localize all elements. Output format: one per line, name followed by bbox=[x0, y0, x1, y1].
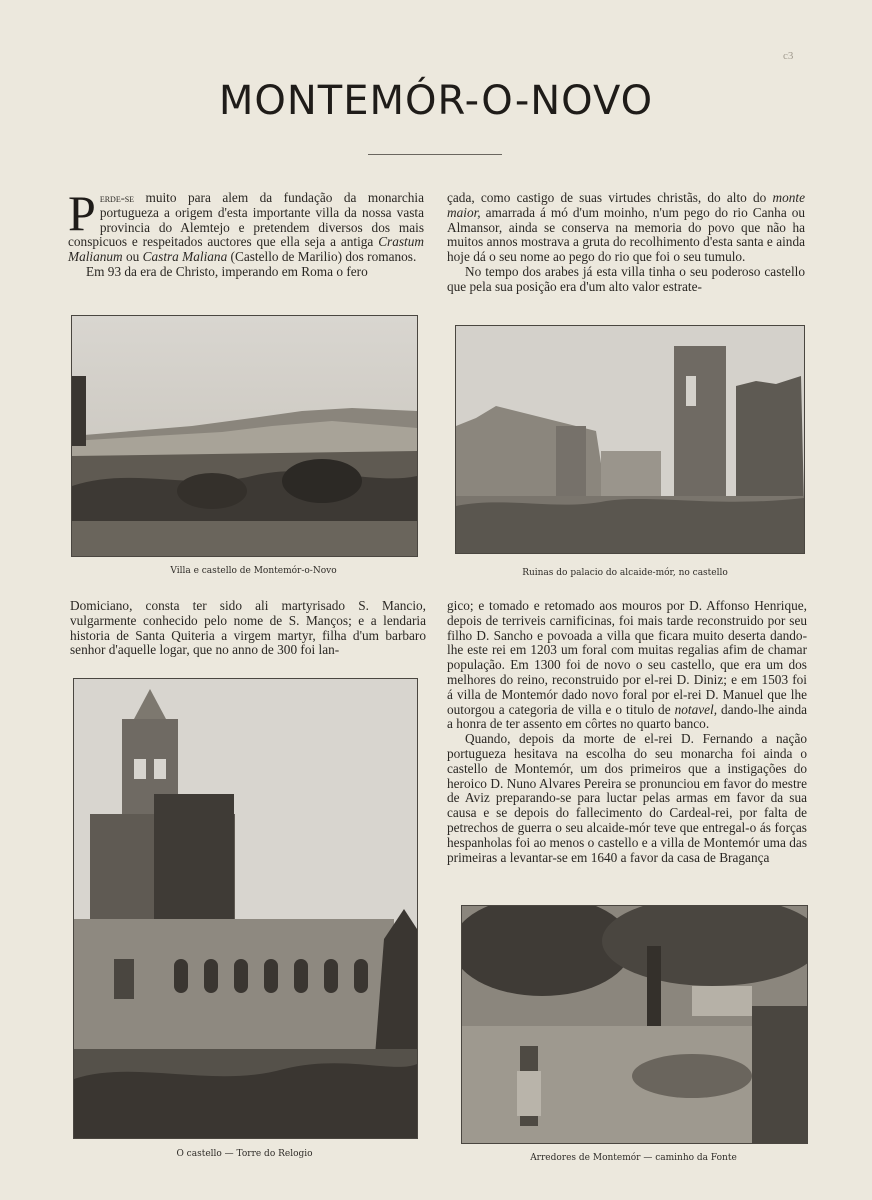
photo-torre-relogio bbox=[73, 678, 418, 1139]
title-rule bbox=[368, 154, 502, 155]
article-title: MONTEMÓR-O-NOVO bbox=[218, 78, 654, 124]
italic-text: Castra Maliana bbox=[142, 249, 228, 265]
paragraph bbox=[447, 599, 807, 732]
paragraph: Domiciano, consta ter sido ali martyrisado S. Mancio, vulgarmente conhecido pelo nome de S. Manços; e a lendaria historia de Santa Quiteria a virgem martyr, filha d'um barbaro senhor d'aquelle logar, que no anno de 300 foi lan- bbox=[70, 598, 426, 658]
photo-caption-2: Ruinas do palacio do alcaide-mór, no castello bbox=[522, 568, 728, 578]
paragraph: Quando, depois da morte de el-rei D. Fernando a nação portugueza hesitava na escolha do seu monarcha foi ainda o castello de Montemór, um dos primeiros que a instigações do heroico D. Nuno Alvares Pereira se pronunciou em favor do mestre de Aviz preparando-se para luctar pelas armas em favor da sua causa e se depois do fallecimento do Cardeal-rei, por falta de petrechos de guerra o seu alcaide-mór teve que entregal-o ás forças hespanholas foi ao menos o castello e a villa de Montemór uma das primeiras a levantar-se em 1640 a favor da casa de Bragança bbox=[447, 731, 807, 865]
column-2-top bbox=[447, 191, 805, 295]
photo-ruinas-palacio bbox=[455, 325, 805, 554]
italic-text: notavel, bbox=[674, 701, 718, 717]
small-caps-text: erde-se bbox=[99, 191, 135, 205]
paragraph: Em 93 da era de Christo, imperando em Roma o fero bbox=[86, 263, 368, 279]
text: muito para alem da fundação da monarchia portugueza a origem d'esta importante villa da nossa vasta provincia do Alemtejo e pretendem diversos dos mais conspicuos e respeitados auctores que ella seja a antiga bbox=[68, 190, 424, 250]
paragraph: No tempo dos arabes já esta villa tinha o seu poderoso castello que pela sua posição era d'um alto valor estrate- bbox=[447, 263, 805, 294]
italic-text: Crastum Malianum bbox=[68, 234, 424, 265]
paragraph bbox=[68, 185, 424, 265]
column-1-top bbox=[68, 185, 424, 280]
text: gico; e tomado e retomado aos mouros por D. Affonso Henrique, depois de terriveis carnificinas, foi mais tarde reconstruido por seu filho D. Sancho e povoada a villa que ficara muito deserta dando-lhe este rei em 1203 um foral com muitas regalias afim de chamar população. Em 1300 foi de novo o seu castello, que era um dos melhores do reino, reconstruido por el-rei D. Diniz; e em 1503 foi á villa de Montemór dado novo foral por el-rei D. Manuel que lhe outorgou a categoria de villa e o titulo de bbox=[447, 598, 807, 717]
column-1-mid bbox=[70, 599, 426, 658]
column-2-mid bbox=[447, 599, 807, 865]
text: dando-lhe ainda a honra de ter assento em côrtes no quarto banco. bbox=[447, 701, 807, 732]
text: çada, como castigo de suas virtudes christãs, do alto do bbox=[447, 190, 773, 205]
photo-caminho-fonte bbox=[461, 905, 808, 1144]
photo-caption-4: Arredores de Montemór — caminho da Fonte bbox=[530, 1153, 737, 1163]
photo-caption-1: Villa e castello de Montemór-o-Novo bbox=[170, 566, 337, 576]
page-corner-mark: c3 bbox=[783, 50, 794, 62]
paragraph bbox=[447, 191, 805, 265]
text: (Castello de Marilio) dos romanos. bbox=[227, 249, 417, 265]
text: amarrada á mó d'um moinho, n'um pego do rio Canha ou Almansor, ainda se conserva na memoria do povo que não ha muitos annos mostrava a gruta do recolhimento d'esta santa e ainda hoje dá o seu nome ao pego do rio que foi o seu tumulo. bbox=[447, 204, 805, 265]
italic-text: monte maior, bbox=[447, 190, 805, 220]
dropcap: P bbox=[68, 185, 96, 241]
photo-villa-castello bbox=[71, 315, 418, 557]
photo-caption-3: O castello — Torre do Relogio bbox=[176, 1149, 313, 1159]
text: ou bbox=[122, 249, 143, 265]
